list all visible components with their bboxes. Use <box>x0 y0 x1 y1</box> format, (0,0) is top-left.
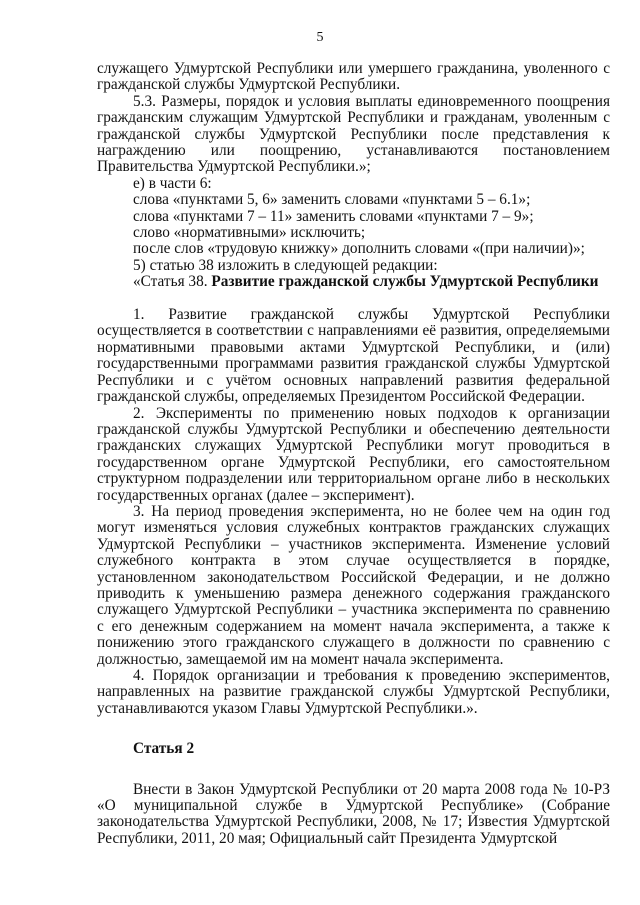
article-heading-prefix: «Статья 38. <box>133 273 212 291</box>
document-body <box>97 61 610 847</box>
paragraph: 2. Эксперименты по применению новых подходов к организации гражданской службы Удмуртской Республики и обеспечению деятельности гражданских служащих Удмуртской Республики могут проводиться в государственном органе Удмуртской Республики, его самостоятельном структурном подразделении или территориальном органе либо в нескольких государственных органах (далее – эксперимент). <box>97 404 610 504</box>
paragraph: 4. Порядок организации и требования к проведению экспериментов, направленных на развитие гражданской службы Удмуртской Республики, устанавливаются указом Главы Удмуртской Республики.». <box>97 667 610 717</box>
article-heading-title: Развитие гражданской службы Удмуртской Республики <box>211 273 599 291</box>
paragraph: слово «нормативными» исключить; <box>133 224 366 242</box>
paragraph: 1. Развитие гражданской службы Удмуртской Республики осуществляется в соответствии с направлениями её развития, определяемыми нормативными правовыми актами Удмуртской Республики, и (или) государственными программами развития гражданской службы Удмуртской Республики и с учётом основных направлений развития федеральной гражданской службы, определяемых Президентом Российской Федерации. <box>97 306 610 406</box>
paragraph: 3. На период проведения эксперимента, но не более чем на один год могут изменяться условия служебных контрактов гражданских служащих Удмуртской Республики – участников эксперимента. Изменение условий служебного контракта в этом случае осуществляется в порядке, установленном законодательством Российской Федерации, и не должно приводить к уменьшению размера денежного содержания гражданского служащего Удмуртской Республики – участника эксперимента по сравнению с его денежным содержанием на момент начала эксперимента, а также к понижению этого гражданского служащего в должности по сравнению с должностью, замещаемой им на момент начала эксперимента. <box>97 502 610 668</box>
paragraph: Внести в Закон Удмуртской Республики от 20 марта 2008 года № 10-РЗ «О муниципальной службе в Удмуртской Республике» (Собрание законодательства Удмуртской Республики, 2008, № 17; Известия Удмуртской Республики, 2011, 20 мая; Официальный сайт Президента Удмуртской <box>97 780 610 847</box>
paragraph: слова «пунктами 5, 6» заменить словами «пунктами 5 – 6.1»; <box>133 191 531 209</box>
paragraph: служащего Удмуртской Республики или умершего гражданина, уволенного с гражданской службы Удмуртской Республики. <box>97 60 610 94</box>
paragraph: 5) статью 38 изложить в следующей редакции: <box>133 256 438 274</box>
paragraph: е) в части 6: <box>133 174 212 192</box>
page-number: 5 <box>316 30 324 45</box>
article-2-heading <box>97 741 610 757</box>
paragraph: после слов «трудовую книжку» дополнить словами «(при наличии)»; <box>133 240 585 258</box>
paragraph: 5.3. Размеры, порядок и условия выплаты единовременного поощрения гражданским служащим Удмуртской Республики и гражданам, уволенным с гражданской службы Удмуртской Республики после представления к награждению или поощрению, устанавливаются постановлением Правительства Удмуртской Республики.»; <box>97 92 610 176</box>
article-2-heading-text: Статья 2 <box>133 740 195 758</box>
paragraph: слова «пунктами 7 – 11» заменить словами «пунктами 7 – 9»; <box>133 207 534 225</box>
article-heading-38 <box>97 274 610 290</box>
